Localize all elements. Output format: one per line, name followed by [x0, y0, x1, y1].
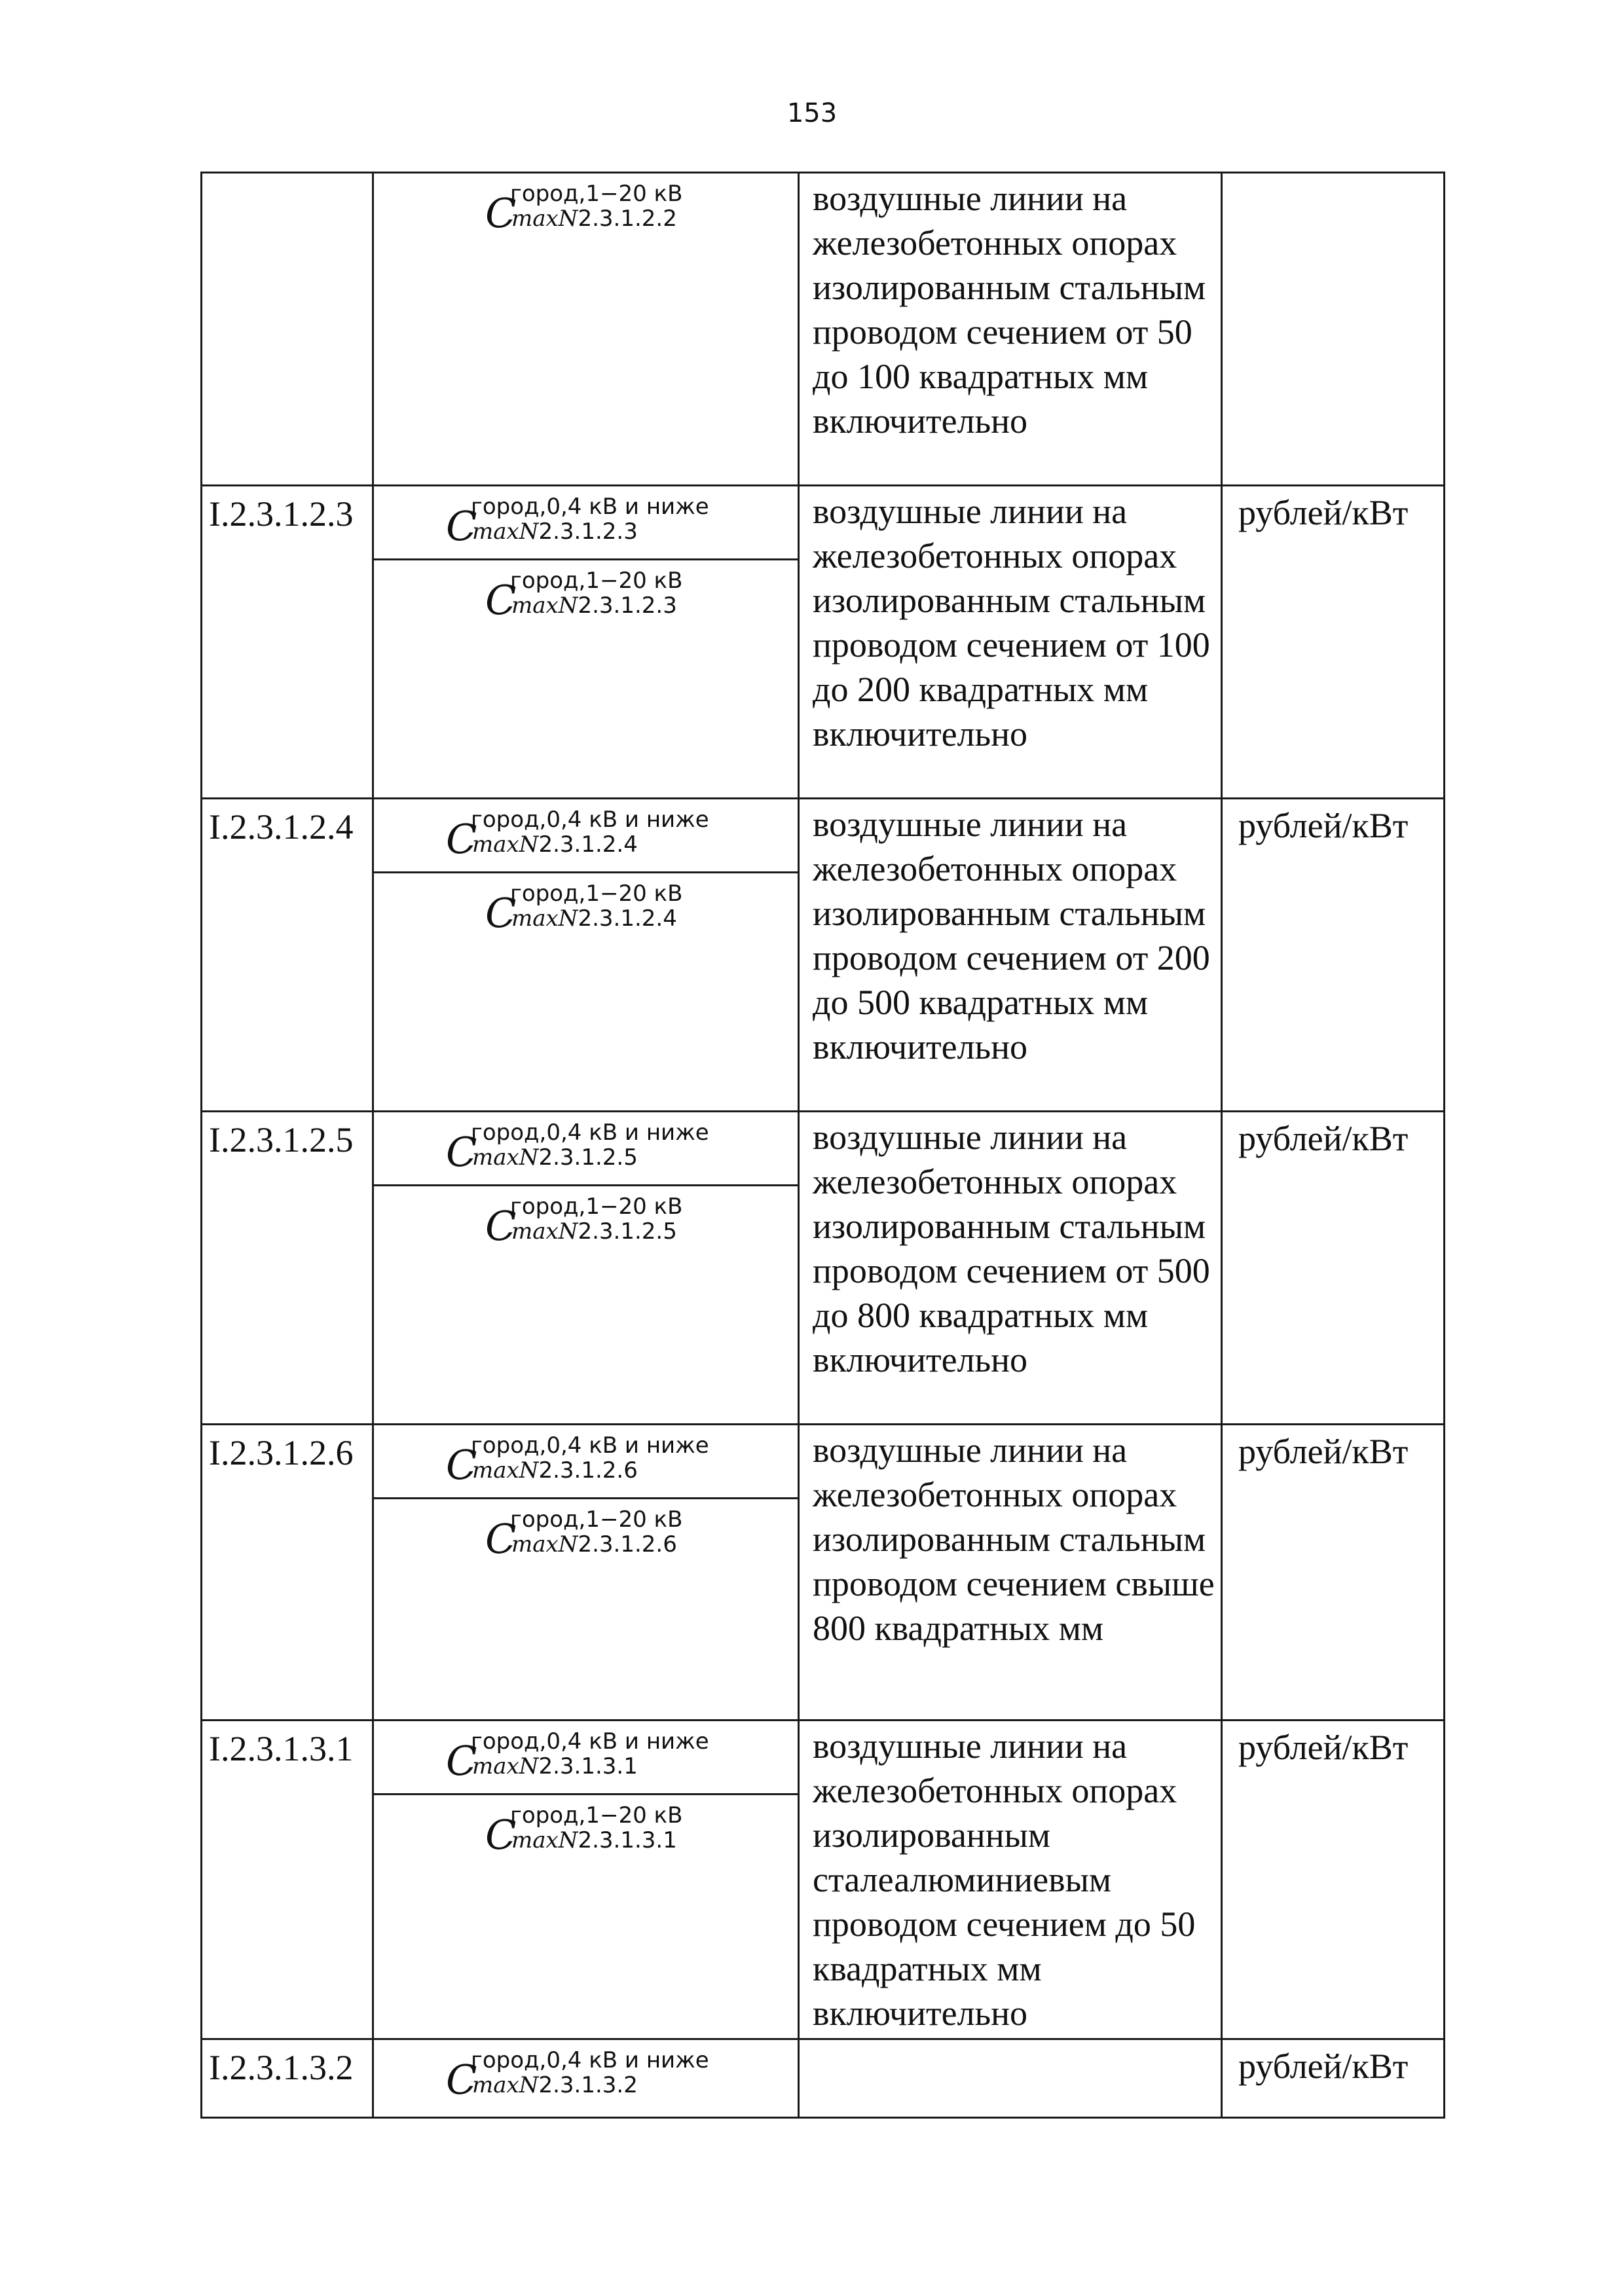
- formula-subscript: [511, 1532, 677, 1557]
- table-row: [202, 1721, 1445, 2039]
- formula-subscript-index: 2.3.1.3.1: [538, 1753, 638, 1779]
- row-description: воздушные линии на железобетонных опорах изолированным стальным проводом сечением от 500 до 800 квадратных мм включительно: [799, 1112, 1222, 1425]
- formula-subscript-prefix: maxN: [511, 1218, 578, 1245]
- formula-subscript-prefix: maxN: [511, 592, 578, 619]
- formula-subscript-prefix: maxN: [472, 1144, 539, 1171]
- formula-subscript: [472, 1754, 638, 1779]
- formula-subscript: [511, 206, 677, 231]
- formula-symbol: C: [446, 2056, 477, 2104]
- formula-superscript: город,1−20 кВ: [510, 181, 683, 207]
- formula-superscript: город,1−20 кВ: [510, 1506, 683, 1533]
- table-row: [202, 486, 1445, 799]
- formula-subscript-index: 2.3.1.3.1: [578, 1827, 677, 1853]
- formula-subscript-prefix: maxN: [472, 1753, 539, 1779]
- formula-cell: [373, 2039, 799, 2118]
- row-unit: рублей/кВт: [1222, 799, 1445, 1112]
- formula-subscript: [472, 1458, 638, 1483]
- formula-symbol: C: [446, 815, 477, 863]
- tariff-formula: [374, 1795, 798, 1867]
- formula-superscript: город,0,4 кВ и ниже: [471, 807, 709, 833]
- row-unit: рублей/кВт: [1222, 1721, 1445, 2039]
- formula-cell: [373, 486, 799, 799]
- formula-subscript-prefix: maxN: [511, 206, 578, 232]
- formula-symbol: C: [446, 502, 477, 550]
- formula-symbol: C: [446, 1441, 477, 1489]
- tariff-formula: [374, 1186, 798, 1258]
- formula-subscript-index: 2.3.1.2.6: [578, 1531, 677, 1558]
- tariff-formula: [374, 1112, 798, 1184]
- row-description: воздушные линии на железобетонных опорах изолированным стальным проводом сечением от 50 до 100 квадратных мм включительно: [799, 173, 1222, 486]
- tariff-formula: [374, 799, 798, 871]
- table-row: [202, 1112, 1445, 1425]
- row-description: воздушные линии на железобетонных опорах изолированным сталеалюминиевым проводом сечением до 50 квадратных мм включительно: [799, 1721, 1222, 2039]
- formula-cell: [373, 173, 799, 486]
- tariff-formula: [374, 486, 798, 558]
- tariff-table: [200, 172, 1445, 2119]
- row-description: воздушные линии на железобетонных опорах изолированным стальным проводом сечением от 100 до 200 квадратных мм включительно: [799, 486, 1222, 799]
- table-row: [202, 2039, 1445, 2118]
- formula-subscript: [511, 593, 677, 618]
- formula-subscript-prefix: maxN: [511, 1827, 578, 1853]
- formula-subscript-index: 2.3.1.2.6: [538, 1457, 638, 1484]
- formula-subscript: [472, 832, 638, 857]
- formula-subscript-index: 2.3.1.2.5: [538, 1144, 638, 1171]
- formula-subscript-prefix: maxN: [472, 2072, 539, 2098]
- formula-symbol: C: [485, 889, 517, 937]
- formula-superscript: город,1−20 кВ: [510, 1802, 683, 1829]
- formula-symbol: C: [485, 1515, 517, 1563]
- tariff-formula: [374, 873, 798, 945]
- formula-subscript-index: 2.3.1.2.4: [538, 831, 638, 858]
- formula-subscript: [511, 1219, 677, 1244]
- formula-subscript-index: 2.3.1.2.4: [578, 905, 677, 932]
- row-unit: рублей/кВт: [1222, 486, 1445, 799]
- formula-subscript-prefix: maxN: [511, 1531, 578, 1558]
- table-row: [202, 799, 1445, 1112]
- formula-subscript-prefix: maxN: [472, 1457, 539, 1484]
- formula-superscript: город,1−20 кВ: [510, 568, 683, 594]
- formula-superscript: город,1−20 кВ: [510, 1194, 683, 1220]
- table-row: [202, 173, 1445, 486]
- formula-symbol: C: [446, 1737, 477, 1785]
- formula-subscript: [472, 519, 638, 544]
- row-description: воздушные линии на железобетонных опорах изолированным стальным проводом сечением от 200 до 500 квадратных мм включительно: [799, 799, 1222, 1112]
- formula-subscript-index: 2.3.1.2.2: [578, 206, 677, 232]
- formula-superscript: город,0,4 кВ и ниже: [471, 1728, 709, 1755]
- tariff-formula: [374, 560, 798, 632]
- formula-superscript: город,0,4 кВ и ниже: [471, 1432, 709, 1459]
- tariff-formula: [374, 1721, 798, 1793]
- formula-subscript: [472, 2073, 638, 2098]
- formula-subscript: [472, 1145, 638, 1170]
- formula-subscript-prefix: maxN: [472, 519, 539, 545]
- tariff-formula: [374, 1425, 798, 1497]
- formula-cell: [373, 1112, 799, 1425]
- row-description: [799, 2039, 1222, 2118]
- page-number: 153: [786, 98, 838, 128]
- row-code: I.2.3.1.2.4: [202, 799, 373, 1112]
- formula-symbol: C: [485, 576, 517, 624]
- formula-subscript-index: 2.3.1.3.2: [538, 2072, 638, 2098]
- row-description: воздушные линии на железобетонных опорах изолированным стальным проводом сечением свыше 800 квадратных мм: [799, 1425, 1222, 1721]
- tariff-formula: [374, 173, 798, 246]
- tariff-formula: [374, 1499, 798, 1571]
- formula-subscript-index: 2.3.1.2.3: [538, 519, 638, 545]
- formula-subscript-prefix: maxN: [472, 831, 539, 858]
- formula-symbol: C: [485, 1202, 517, 1250]
- row-code: I.2.3.1.3.2: [202, 2039, 373, 2118]
- row-unit: [1222, 173, 1445, 486]
- row-unit: рублей/кВт: [1222, 1112, 1445, 1425]
- row-unit: рублей/кВт: [1222, 1425, 1445, 1721]
- formula-superscript: город,0,4 кВ и ниже: [471, 494, 709, 520]
- tariff-formula: [374, 2040, 798, 2112]
- formula-cell: [373, 1425, 799, 1721]
- formula-cell: [373, 1721, 799, 2039]
- formula-symbol: C: [485, 189, 517, 237]
- formula-cell: [373, 799, 799, 1112]
- formula-symbol: C: [485, 1811, 517, 1859]
- formula-subscript: [511, 906, 677, 931]
- formula-superscript: город,0,4 кВ и ниже: [471, 1120, 709, 1146]
- row-code: I.2.3.1.2.5: [202, 1112, 373, 1425]
- formula-superscript: город,1−20 кВ: [510, 881, 683, 907]
- row-code: I.2.3.1.2.3: [202, 486, 373, 799]
- row-code: I.2.3.1.2.6: [202, 1425, 373, 1721]
- formula-superscript: город,0,4 кВ и ниже: [471, 2047, 709, 2073]
- table-row: [202, 1425, 1445, 1721]
- formula-subscript-index: 2.3.1.2.5: [578, 1218, 677, 1245]
- row-code: [202, 173, 373, 486]
- row-unit: рублей/кВт: [1222, 2039, 1445, 2118]
- formula-subscript-index: 2.3.1.2.3: [578, 592, 677, 619]
- formula-subscript-prefix: maxN: [511, 905, 578, 932]
- formula-symbol: C: [446, 1128, 477, 1176]
- formula-subscript: [511, 1828, 677, 1853]
- row-code: I.2.3.1.3.1: [202, 1721, 373, 2039]
